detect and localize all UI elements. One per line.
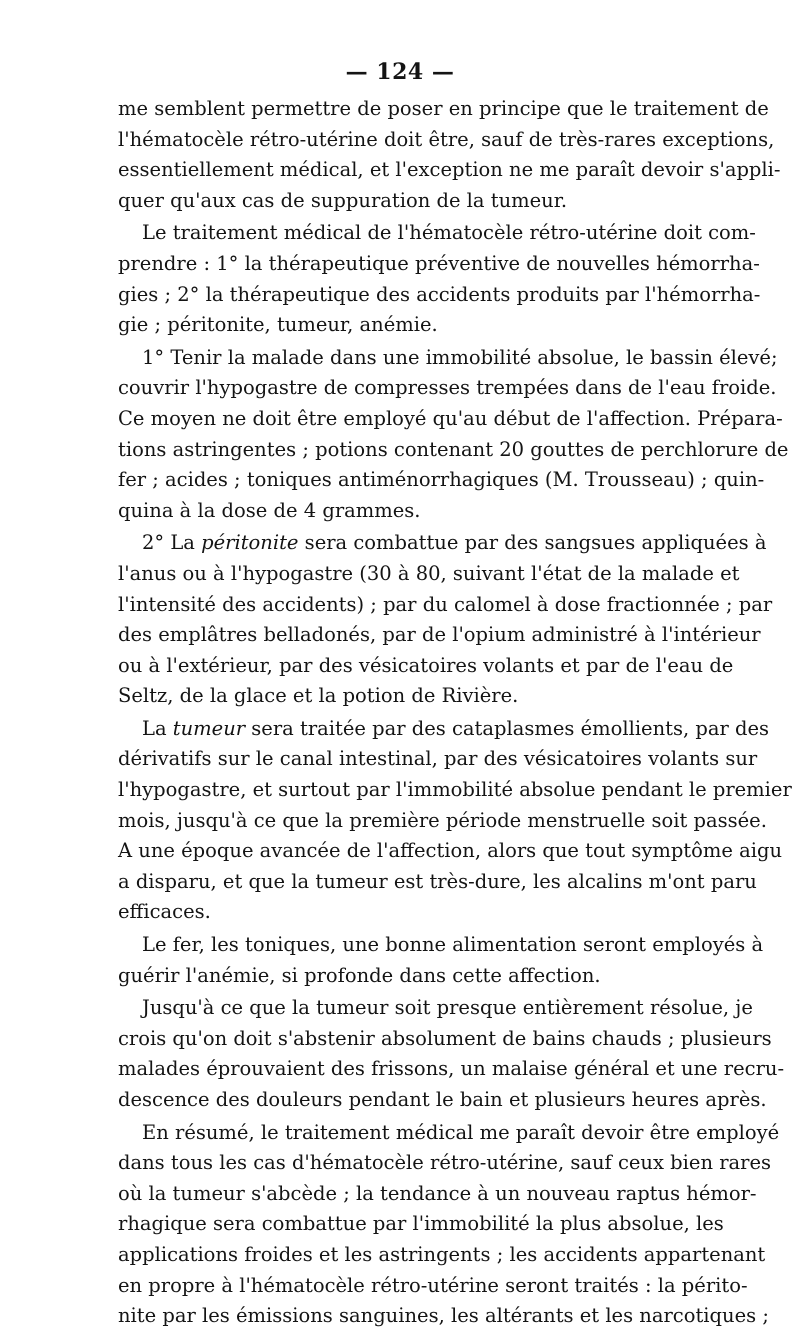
text-line: Le fer, les toniques, une bonne alimentation seront employés à <box>142 933 764 957</box>
text-line: essentiellement médical, et l'exception ne me paraît devoir s'appli- <box>118 158 781 182</box>
text-line: dans tous les cas d'hématocèle rétro-utérine, sauf ceux bien rares <box>118 1151 772 1175</box>
text-line: l'anus ou à l'hypogastre (30 à 80, suivant l'état de la malade et <box>118 561 740 585</box>
text-line: efficaces. <box>118 900 211 924</box>
paragraph <box>118 94 781 216</box>
paragraph <box>118 714 792 928</box>
text-line: A une époque avancée de l'affection, alors que tout symptôme aigu <box>118 839 783 863</box>
emphasized-term: péritonite <box>201 531 299 555</box>
text-line: Jusqu'à ce que la tumeur soit presque entièrement résolue, je <box>142 996 753 1020</box>
text-line: mois, jusqu'à ce que la première période menstruelle soit passée. <box>118 808 767 832</box>
text-line: rhagique sera combattue par l'immobilité la plus absolue, les <box>118 1212 724 1236</box>
text-line: fer ; acides ; toniques antiménorrhagiques (M. Trousseau) ; quin- <box>118 468 765 492</box>
text-line: l'hématocèle rétro-utérine doit être, sauf de très-rares exceptions, <box>118 127 775 151</box>
text-line: nite par les émissions sanguines, les altérants et les narcotiques ; <box>118 1304 769 1328</box>
page-number: — 124 — <box>345 59 455 85</box>
paragraph <box>118 1118 780 1332</box>
text-line: prendre : 1° la thérapeutique préventive de nouvelles hémorrha- <box>118 251 760 275</box>
text-line: a disparu, et que la tumeur est très-dure, les alcalins m'ont paru <box>118 869 757 893</box>
text-line: en propre à l'hématocèle rétro-utérine seront traités : la périto- <box>118 1273 748 1297</box>
text-line: gies ; 2° la thérapeutique des accidents produits par l'hémorrha- <box>118 282 761 306</box>
paragraph <box>118 993 785 1115</box>
text-line: dérivatifs sur le canal intestinal, par des vésicatoires volants sur <box>118 747 758 771</box>
text-line: Le traitement médical de l'hématocèle rétro-utérine doit com- <box>142 221 756 245</box>
text-line: des emplâtres belladonés, par de l'opium administré à l'intérieur <box>118 623 761 647</box>
text-line: quina à la dose de 4 grammes. <box>118 498 421 522</box>
text-line: malades éprouvaient des frissons, un malaise général et une recru- <box>118 1057 785 1081</box>
text-line: Ce moyen ne doit être employé qu'au début de l'affection. Prépara- <box>118 406 783 430</box>
text-line: l'intensité des accidents) ; par du calomel à dose fractionnée ; par <box>118 592 773 616</box>
text-line: 1° Tenir la malade dans une immobilité absolue, le bassin élevé; <box>142 345 778 369</box>
text-line: me semblent permettre de poser en principe que le traitement de <box>118 97 769 120</box>
text-line: gie ; péritonite, tumeur, anémie. <box>118 313 438 337</box>
text-line: 2° La péritonite sera combattue par des sangsues appliquées à <box>142 531 767 555</box>
text-line: l'hypogastre, et surtout par l'immobilité absolue pendant le premier <box>118 778 792 802</box>
text-line: où la tumeur s'abcède ; la tendance à un nouveau raptus hémor- <box>118 1181 757 1205</box>
text-line: tions astringentes ; potions contenant 20 gouttes de perchlorure de <box>118 437 789 461</box>
body-text <box>118 94 792 1332</box>
paragraph <box>118 218 761 340</box>
paragraph <box>118 528 773 712</box>
paragraph <box>118 343 789 527</box>
text-line: couvrir l'hypogastre de compresses trempées dans de l'eau froide. <box>118 376 777 400</box>
text-line: descence des douleurs pendant le bain et plusieurs heures après. <box>118 1088 767 1111</box>
text-line: quer qu'aux cas de suppuration de la tumeur. <box>118 188 568 212</box>
text-line: applications froides et les astringents ; les accidents appartenant <box>118 1242 766 1266</box>
text-line: Seltz, de la glace et la potion de Rivière. <box>118 684 519 708</box>
text-line: ou à l'extérieur, par des vésicatoires volants et par de l'eau de <box>118 653 734 677</box>
text-line: guérir l'anémie, si profonde dans cette affection. <box>118 963 601 987</box>
text-line: crois qu'on doit s'abstenir absolument de bains chauds ; plusieurs <box>118 1026 772 1050</box>
emphasized-term: tumeur <box>172 716 246 740</box>
paragraph <box>118 930 764 991</box>
text-line: La tumeur sera traitée par des cataplasmes émollients, par des <box>142 716 770 740</box>
text-line: En résumé, le traitement médical me paraît devoir être employé <box>142 1120 780 1144</box>
